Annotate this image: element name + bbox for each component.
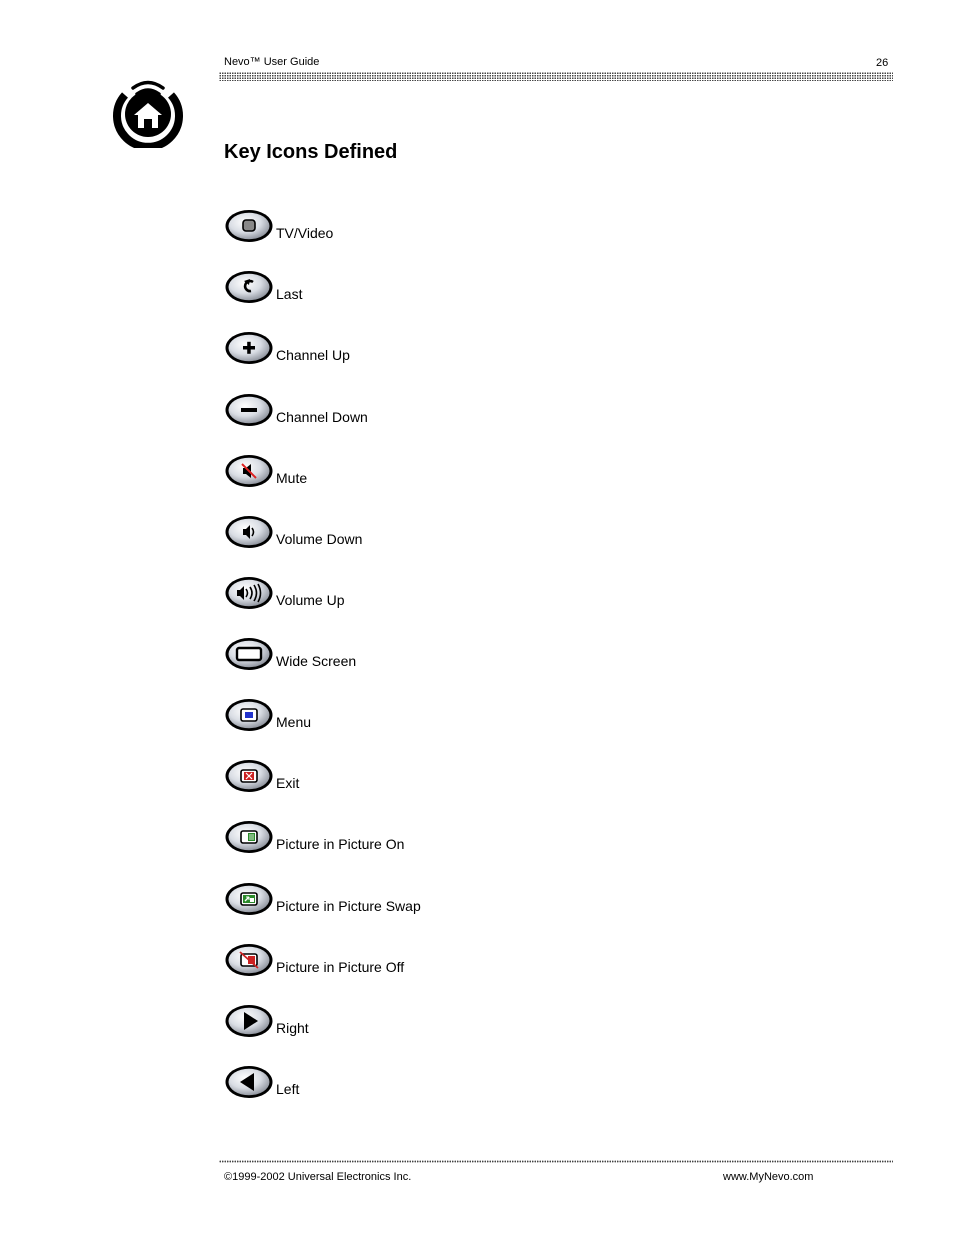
pip-swap-icon: [224, 881, 274, 917]
key-row: [224, 636, 624, 676]
pip-on-icon: [224, 819, 274, 855]
key-row: [224, 942, 624, 982]
pip-off-icon: [224, 942, 274, 978]
menu-icon: [224, 697, 274, 733]
section-title: Key Icons Defined: [224, 141, 398, 163]
key-row: [224, 697, 624, 737]
footer-website: www.MyNevo.com: [723, 1171, 814, 1183]
page-number: 26: [876, 57, 889, 69]
key-label: Mute: [276, 470, 308, 486]
key-row: [224, 575, 624, 615]
key-label: Right: [276, 1020, 309, 1036]
key-label: Volume Up: [276, 592, 345, 608]
channel-down-icon: [224, 392, 274, 428]
right-arrow-icon: [224, 1003, 274, 1039]
key-row: [224, 881, 624, 921]
wide-screen-icon: [224, 636, 274, 672]
key-label: TV/Video: [276, 225, 334, 241]
key-row: [224, 453, 624, 493]
key-label: Channel Up: [276, 347, 350, 363]
key-label: Wide Screen: [276, 653, 357, 669]
footer-copyright: ©1999-2002 Universal Electronics Inc.: [224, 1171, 412, 1183]
key-row: [224, 819, 624, 859]
key-label: Menu: [276, 714, 312, 730]
key-row: [224, 758, 624, 798]
last-icon: [224, 269, 274, 305]
header-divider: [219, 72, 893, 81]
footer-divider: [219, 1160, 893, 1163]
key-row: [224, 392, 624, 432]
volume-down-icon: [224, 514, 274, 550]
key-row: [224, 269, 624, 309]
key-label: Left: [276, 1081, 300, 1097]
key-row: [224, 208, 624, 248]
key-row: [224, 1064, 624, 1104]
mute-icon: [224, 453, 274, 489]
key-label: Volume Down: [276, 531, 363, 547]
key-label: Picture in Picture On: [276, 836, 405, 852]
key-row: [224, 1003, 624, 1043]
key-label: Exit: [276, 775, 300, 791]
key-label: Last: [276, 286, 303, 302]
exit-icon: [224, 758, 274, 794]
tv-video-icon: [224, 208, 274, 244]
remote-home-icon: [112, 76, 184, 148]
key-row: [224, 514, 624, 554]
key-label: Picture in Picture Swap: [276, 898, 421, 914]
key-label: Channel Down: [276, 409, 368, 425]
key-row: [224, 330, 624, 370]
volume-up-icon: [224, 575, 274, 611]
channel-up-icon: [224, 330, 274, 366]
header-title: Nevo™ User Guide: [224, 56, 320, 68]
left-arrow-icon: [224, 1064, 274, 1100]
key-label: Picture in Picture Off: [276, 959, 405, 975]
